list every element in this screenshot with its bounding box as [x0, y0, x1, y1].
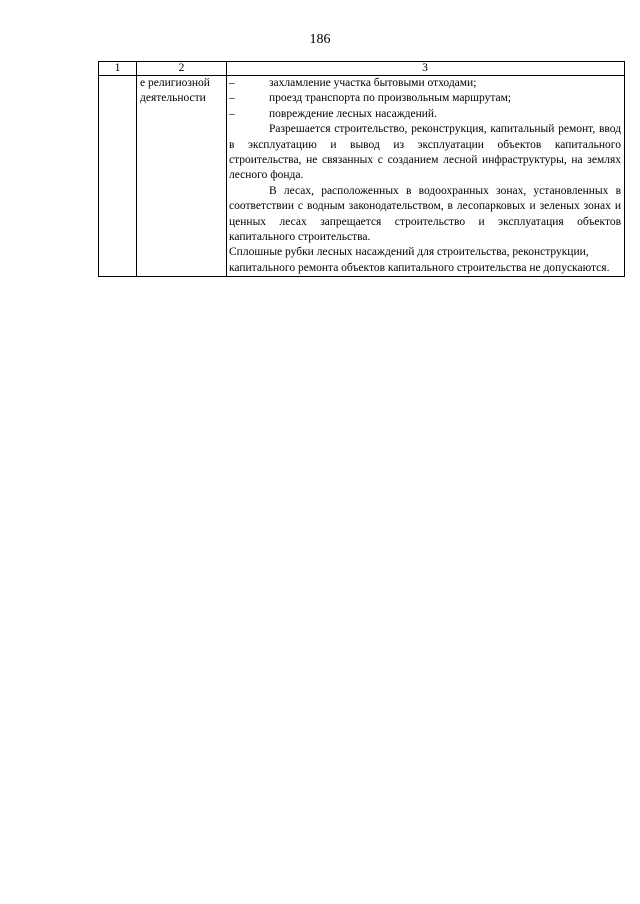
list-item-text: повреждение лесных насаждений.: [269, 107, 437, 120]
list-item: [229, 91, 621, 106]
list-item: [229, 107, 621, 122]
cell-col-1: [99, 76, 137, 277]
list-item: [229, 76, 621, 91]
page-number: 186: [309, 32, 331, 47]
dash-marker: –: [229, 92, 235, 105]
table-row: [99, 76, 625, 277]
paragraph: Разрешается строительство, реконструкция, капитальный ремонт, ввод в эксплуатацию и вывод из эксплуатации объектов капитального строительства, не связанных с созданием лесной инфраструктуры, на землях лесного фонда.: [229, 123, 621, 182]
header-col-2: 2: [137, 62, 227, 76]
cell-col-2-line: деятельности: [140, 92, 206, 105]
cell-col-3: [227, 76, 625, 277]
list-item-text: проезд транспорта по произвольным маршрутам;: [269, 92, 512, 105]
paragraph: В лесах, расположенных в водоохранных зонах, установленных в соответствии с водным законодательством, в лесопарковых и зеленых зонах и ценных лесах запрещается строительство и эксплуатация объектов капитального строительства.: [229, 184, 621, 244]
dash-marker: –: [229, 77, 235, 89]
list-item-text: захламление участка бытовыми отходами;: [269, 77, 477, 89]
cell-col-2-line: е религиозной: [140, 77, 210, 89]
header-col-1: 1: [99, 62, 137, 76]
table-header-row: [99, 62, 625, 76]
paragraph: Сплошные рубки лесных насаждений для строительства, реконструкции, капитального ремонта объектов капитального строительства не допускаются.: [229, 246, 610, 274]
document-table: [98, 61, 625, 277]
header-col-3: 3: [227, 62, 625, 76]
dash-marker: –: [229, 107, 235, 120]
cell-col-2: [137, 76, 227, 277]
